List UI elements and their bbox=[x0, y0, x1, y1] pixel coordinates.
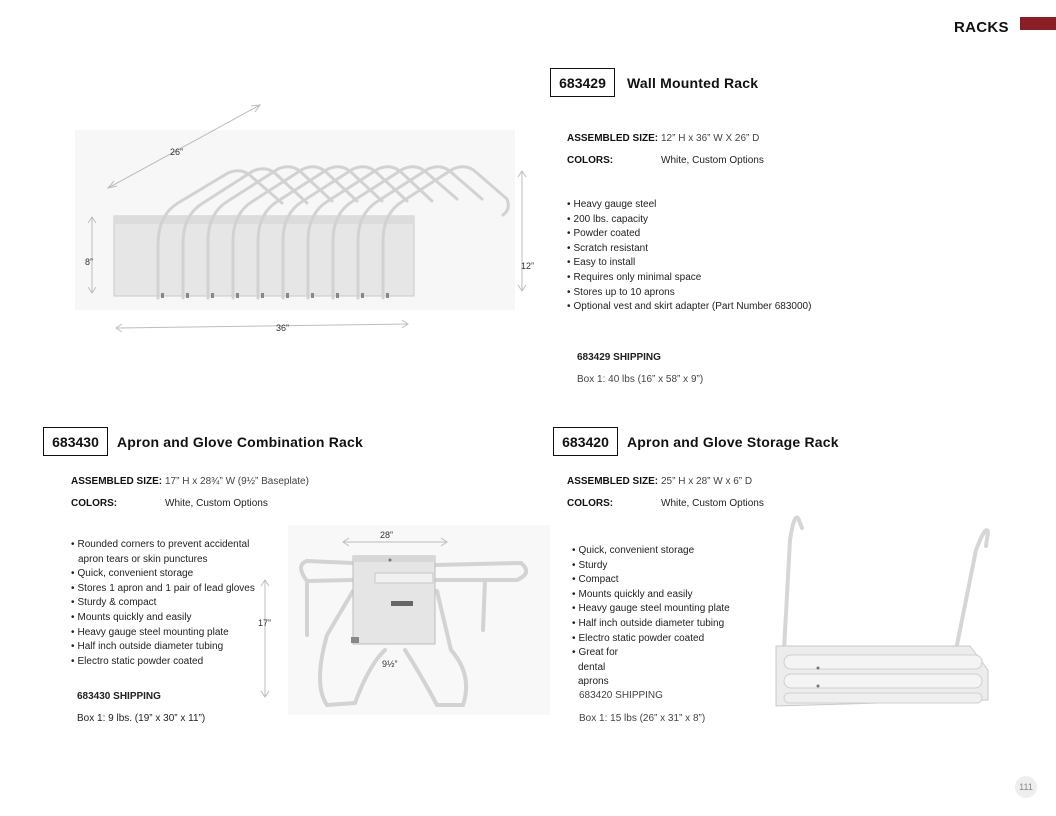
colors-label: COLORS: bbox=[71, 498, 118, 509]
feature-item: • Sturdy & compact bbox=[71, 596, 255, 611]
feature-item: • Great for bbox=[572, 646, 730, 661]
feature-item: • Heavy gauge steel bbox=[567, 198, 811, 213]
shipping-label: 683420 SHIPPING bbox=[579, 690, 663, 701]
assembled-size-label: ASSEMBLED SIZE: bbox=[71, 476, 163, 487]
feature-item: • Sturdy bbox=[572, 559, 730, 574]
feature-item: • Mounts quickly and easily bbox=[71, 611, 255, 626]
dim-depth: 26” bbox=[170, 147, 184, 157]
shipping-label: 683429 SHIPPING bbox=[577, 352, 661, 363]
colors-label: COLORS: bbox=[567, 498, 614, 509]
feature-item: • Optional vest and skirt adapter (Part Number 683000) bbox=[567, 300, 811, 315]
feature-list bbox=[71, 538, 255, 669]
feature-item: • 200 lbs. capacity bbox=[567, 213, 811, 228]
dim-height-left: 8” bbox=[85, 257, 94, 267]
feature-item: • Mounts quickly and easily bbox=[572, 588, 730, 603]
assembled-size-label: ASSEMBLED SIZE: bbox=[567, 476, 659, 487]
product-title-apron-glove-storage-rack: Apron and Glove Storage Rack bbox=[627, 434, 839, 450]
part-number-683430: 683430 bbox=[43, 427, 108, 456]
dim-baseplate: 9½” bbox=[382, 659, 398, 669]
assembled-size-label: ASSEMBLED SIZE: bbox=[567, 133, 659, 144]
product-title-apron-glove-combination-rack: Apron and Glove Combination Rack bbox=[117, 434, 363, 450]
section-title: RACKS bbox=[954, 19, 1009, 36]
feature-item: • Half inch outside diameter tubing bbox=[572, 617, 730, 632]
feature-list bbox=[567, 198, 811, 315]
dim-height: 17” bbox=[258, 618, 272, 628]
feature-item: • Quick, convenient storage bbox=[572, 544, 730, 559]
feature-item-continued: apron tears or skin punctures bbox=[78, 553, 208, 565]
apron-glove-storage-rack-image bbox=[770, 510, 1000, 710]
colors-value: White, Custom Options bbox=[165, 498, 268, 509]
shipping-value: Box 1: 40 lbs (16” x 58” x 9”) bbox=[577, 374, 704, 385]
shipping-value: Box 1: 9 lbs. (19” x 30” x 11”) bbox=[77, 713, 206, 724]
feature-item: • Easy to install bbox=[567, 256, 811, 271]
shipping-value: Box 1: 15 lbs (26” x 31” x 8”) bbox=[579, 713, 706, 724]
part-number-683420: 683420 bbox=[553, 427, 618, 456]
assembled-size-value: 17” H x 28¾” W (9½” Baseplate) bbox=[165, 476, 309, 487]
feature-item: • Rounded corners to prevent accidental bbox=[71, 538, 255, 553]
feature-item: • Heavy gauge steel mounting plate bbox=[572, 602, 730, 617]
apron-glove-combination-rack-image bbox=[255, 525, 550, 715]
feature-item: • Heavy gauge steel mounting plate bbox=[71, 626, 255, 641]
dim-width: 36” bbox=[276, 323, 290, 333]
feature-item: • Half inch outside diameter tubing bbox=[71, 640, 255, 655]
feature-item: • Electro static powder coated bbox=[71, 655, 255, 670]
section-accent-bar bbox=[1020, 17, 1056, 30]
assembled-size-value: 25” H x 28” W x 6” D bbox=[661, 476, 753, 487]
feature-item: • Quick, convenient storage bbox=[71, 567, 255, 582]
feature-item: • Scratch resistant bbox=[567, 242, 811, 257]
feature-item: • Stores 1 apron and 1 pair of lead gloves bbox=[71, 582, 255, 597]
shipping-label: 683430 SHIPPING bbox=[77, 691, 161, 702]
feature-item-continued: aprons bbox=[578, 676, 609, 688]
product-title-wall-mounted-rack: Wall Mounted Rack bbox=[627, 75, 759, 91]
colors-label: COLORS: bbox=[567, 155, 614, 166]
feature-list bbox=[572, 544, 730, 690]
feature-item: • Compact bbox=[572, 573, 730, 588]
feature-item: • Powder coated bbox=[567, 227, 811, 242]
dim-height-right: 12” bbox=[521, 261, 535, 271]
assembled-size-value: 12” H x 36” W X 26” D bbox=[661, 133, 760, 144]
wall-mounted-rack-image bbox=[70, 95, 540, 345]
feature-item: • Electro static powder coated bbox=[572, 632, 730, 647]
dim-width: 28” bbox=[380, 530, 394, 540]
page-number: 111 bbox=[1015, 776, 1037, 798]
feature-item-continued: dental bbox=[578, 661, 606, 673]
colors-value: White, Custom Options bbox=[661, 498, 764, 509]
feature-item: • Requires only minimal space bbox=[567, 271, 811, 286]
colors-value: White, Custom Options bbox=[661, 155, 764, 166]
feature-item: • Stores up to 10 aprons bbox=[567, 286, 811, 301]
part-number-683429: 683429 bbox=[550, 68, 615, 97]
